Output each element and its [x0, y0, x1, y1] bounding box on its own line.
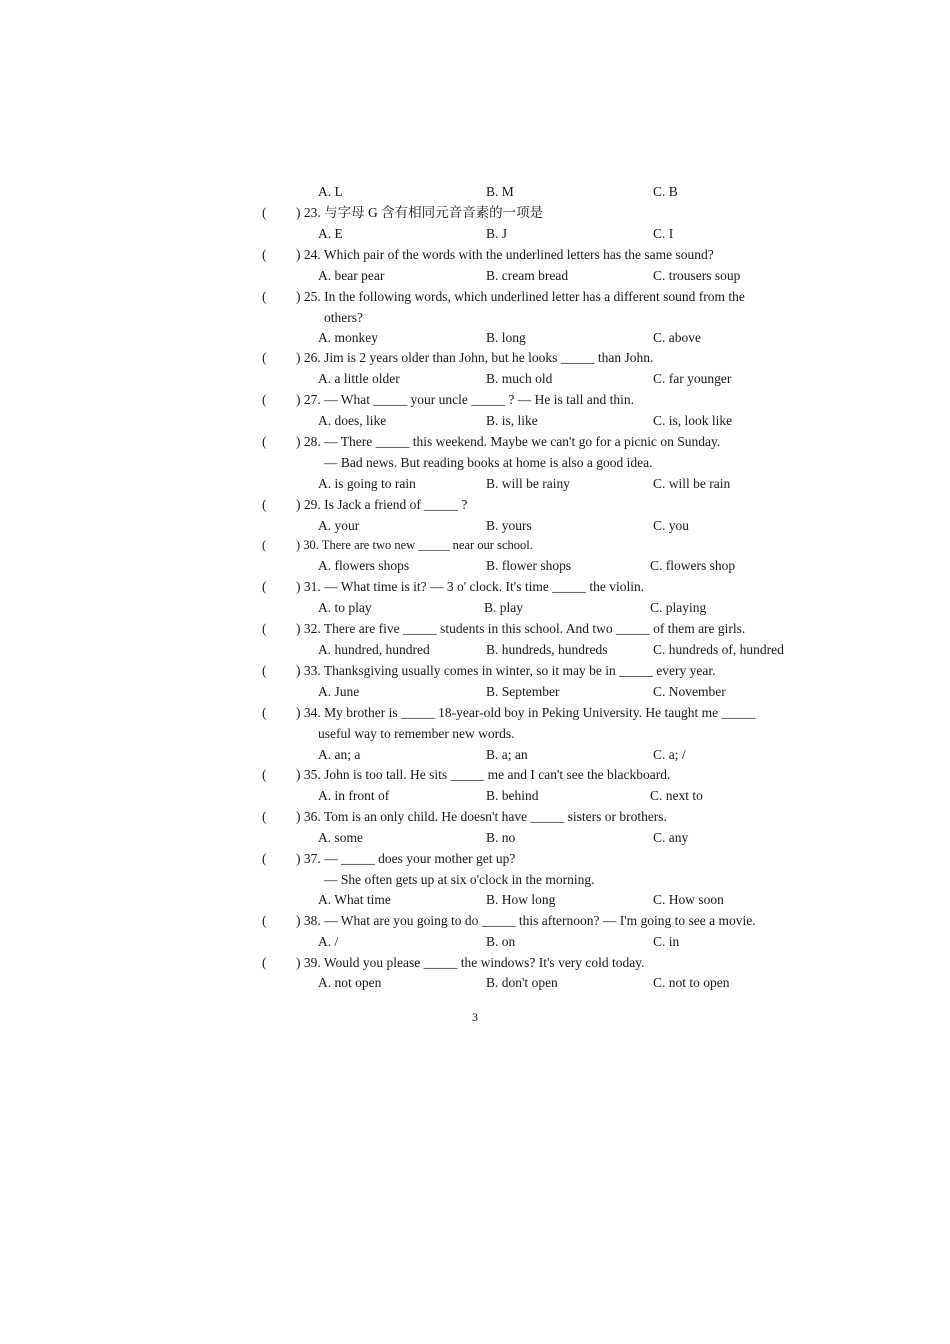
question-text: ) 37. — _____ does your mother get up? — [296, 851, 516, 866]
question-text: ) 38. — What are you going to do _____ this afternoon? — I'm going to see a movie. — [296, 913, 756, 928]
answer-paren: ( — [262, 434, 267, 449]
option-c: C. any — [653, 830, 689, 845]
question-25 — [0, 286, 950, 307]
answer-paren: ( — [262, 289, 267, 304]
question-text: ) 24. Which pair of the words with the underlined letters has the same sound? — [296, 247, 714, 262]
question-28 — [0, 431, 950, 452]
option-c: C. playing — [650, 600, 707, 615]
answer-paren: ( — [262, 705, 267, 720]
option-c: C. far younger — [653, 371, 732, 386]
question-text: ) 26. Jim is 2 years older than John, but he looks _____ than John. — [296, 350, 654, 365]
question-text-continued: others? — [324, 310, 363, 325]
question-text-continued: useful way to remember new words. — [318, 726, 515, 741]
question-28-continued — [0, 452, 950, 473]
question-35 — [0, 764, 950, 785]
options-row-q32 — [0, 639, 950, 660]
answer-paren: ( — [262, 205, 267, 220]
question-text: ) 30. There are two new _____ near our school. — [296, 538, 533, 552]
option-c: C. I — [653, 226, 674, 241]
question-text: ) 23. 与字母 G 含有相同元音音素的一项是 — [296, 205, 544, 220]
options-row-q30 — [0, 555, 950, 576]
page-number: 3 — [472, 1010, 478, 1024]
option-b: B. much old — [486, 371, 553, 386]
question-text: ) 39. Would you please _____ the windows? It's very cold today. — [296, 955, 645, 970]
question-32 — [0, 618, 950, 639]
option-b: B. yours — [486, 518, 532, 533]
option-a: A. / — [318, 934, 339, 949]
options-row-q37 — [0, 889, 950, 910]
option-b: B. will be rainy — [486, 476, 570, 491]
option-a: A. not open — [318, 975, 382, 990]
option-b: B. September — [486, 684, 560, 699]
option-b: B. M — [486, 184, 514, 199]
option-c: C. trousers soup — [653, 268, 741, 283]
option-a: A. in front of — [318, 788, 390, 803]
option-b: B. is, like — [486, 413, 538, 428]
option-c: C. hundreds of, hundred — [653, 642, 784, 657]
options-row-q31 — [0, 597, 950, 618]
question-33 — [0, 660, 950, 681]
question-31 — [0, 576, 950, 597]
question-37 — [0, 848, 950, 869]
option-a: A. a little older — [318, 371, 400, 386]
question-39 — [0, 952, 950, 973]
question-38 — [0, 910, 950, 931]
answer-paren: ( — [262, 955, 267, 970]
options-row-q25 — [0, 327, 950, 348]
options-row-q39 — [0, 972, 950, 993]
option-b: B. long — [486, 330, 526, 345]
question-text: ) 28. — There _____ this weekend. Maybe we can't go for a picnic on Sunday. — [296, 434, 721, 449]
answer-paren: ( — [262, 809, 267, 824]
question-text: ) 27. — What _____ your uncle _____ ? — He is tall and thin. — [296, 392, 634, 407]
question-24 — [0, 244, 950, 265]
option-b: B. on — [486, 934, 516, 949]
option-c: C. will be rain — [653, 476, 731, 491]
option-b: B. behind — [486, 788, 539, 803]
question-text: ) 33. Thanksgiving usually comes in winter, so it may be in _____ every year. — [296, 663, 716, 678]
answer-paren: ( — [262, 497, 267, 512]
answer-paren: ( — [262, 579, 267, 594]
option-c: C. flowers shop — [650, 558, 736, 573]
option-a: A. L — [318, 184, 343, 199]
answer-paren: ( — [262, 392, 267, 407]
option-a: A. some — [318, 830, 363, 845]
question-29 — [0, 494, 950, 515]
option-a: A. June — [318, 684, 360, 699]
question-text: ) 25. In the following words, which underlined letter has a different sound from the — [296, 289, 745, 304]
option-b: B. How long — [486, 892, 556, 907]
option-c: C. November — [653, 684, 726, 699]
question-36 — [0, 806, 950, 827]
question-34 — [0, 702, 950, 723]
option-b: B. play — [484, 600, 523, 615]
question-text: ) 35. John is too tall. He sits _____ me and I can't see the blackboard. — [296, 767, 671, 782]
answer-paren: ( — [262, 247, 267, 262]
options-row-q26 — [0, 368, 950, 389]
answer-paren: ( — [262, 621, 267, 636]
option-a: A. flowers shops — [318, 558, 410, 573]
question-text: ) 29. Is Jack a friend of _____ ? — [296, 497, 468, 512]
option-c: C. not to open — [653, 975, 730, 990]
question-26 — [0, 347, 950, 368]
question-25-continued — [0, 307, 950, 328]
option-c: C. above — [653, 330, 701, 345]
answer-paren: ( — [262, 350, 267, 365]
option-a: A. is going to rain — [318, 476, 416, 491]
answer-paren: ( — [262, 913, 267, 928]
option-a: A. hundred, hundred — [318, 642, 430, 657]
option-b: B. a; an — [486, 747, 528, 762]
options-row-q22 — [0, 181, 950, 202]
option-b: B. flower shops — [486, 558, 572, 573]
options-row-q27 — [0, 410, 950, 431]
question-37-continued — [0, 869, 950, 890]
question-23 — [0, 202, 950, 223]
options-row-q28 — [0, 473, 950, 494]
option-a: A. an; a — [318, 747, 361, 762]
option-c: C. next to — [650, 788, 703, 803]
question-text: ) 32. There are five _____ students in this school. And two _____ of them are girls. — [296, 621, 746, 636]
option-c: C. B — [653, 184, 678, 199]
options-row-q23 — [0, 223, 950, 244]
option-b: B. hundreds, hundreds — [486, 642, 608, 657]
option-a: A. to play — [318, 600, 372, 615]
question-text: ) 34. My brother is _____ 18-year-old boy in Peking University. He taught me _____ — [296, 705, 756, 720]
options-row-q35 — [0, 785, 950, 806]
answer-paren: ( — [262, 767, 267, 782]
option-c: C. is, look like — [653, 413, 733, 428]
answer-paren: ( — [262, 851, 267, 866]
options-row-q24 — [0, 265, 950, 286]
option-c: C. a; / — [653, 747, 686, 762]
question-text: ) 31. — What time is it? — 3 o' clock. It's time _____ the violin. — [296, 579, 645, 594]
option-c: C. How soon — [653, 892, 724, 907]
option-b: B. cream bread — [486, 268, 569, 283]
options-row-q33 — [0, 681, 950, 702]
options-row-q34 — [0, 744, 950, 765]
question-text-continued: — She often gets up at six o'clock in the morning. — [324, 872, 595, 887]
option-b: B. J — [486, 226, 508, 241]
option-b: B. don't open — [486, 975, 558, 990]
option-a: A. What time — [318, 892, 391, 907]
answer-paren: ( — [262, 663, 267, 678]
question-text: ) 36. Tom is an only child. He doesn't have _____ sisters or brothers. — [296, 809, 667, 824]
question-34-continued — [0, 723, 950, 744]
option-b: B. no — [486, 830, 516, 845]
option-c: C. you — [653, 518, 690, 533]
option-a: A. monkey — [318, 330, 378, 345]
options-row-q38 — [0, 931, 950, 952]
option-a: A. does, like — [318, 413, 387, 428]
question-27 — [0, 389, 950, 410]
question-30 — [0, 535, 950, 556]
option-c: C. in — [653, 934, 680, 949]
option-a: A. E — [318, 226, 343, 241]
options-row-q36 — [0, 827, 950, 848]
option-a: A. bear pear — [318, 268, 385, 283]
options-row-q29 — [0, 515, 950, 536]
answer-paren: ( — [262, 538, 267, 552]
question-text-continued: — Bad news. But reading books at home is also a good idea. — [324, 455, 653, 470]
option-a: A. your — [318, 518, 360, 533]
